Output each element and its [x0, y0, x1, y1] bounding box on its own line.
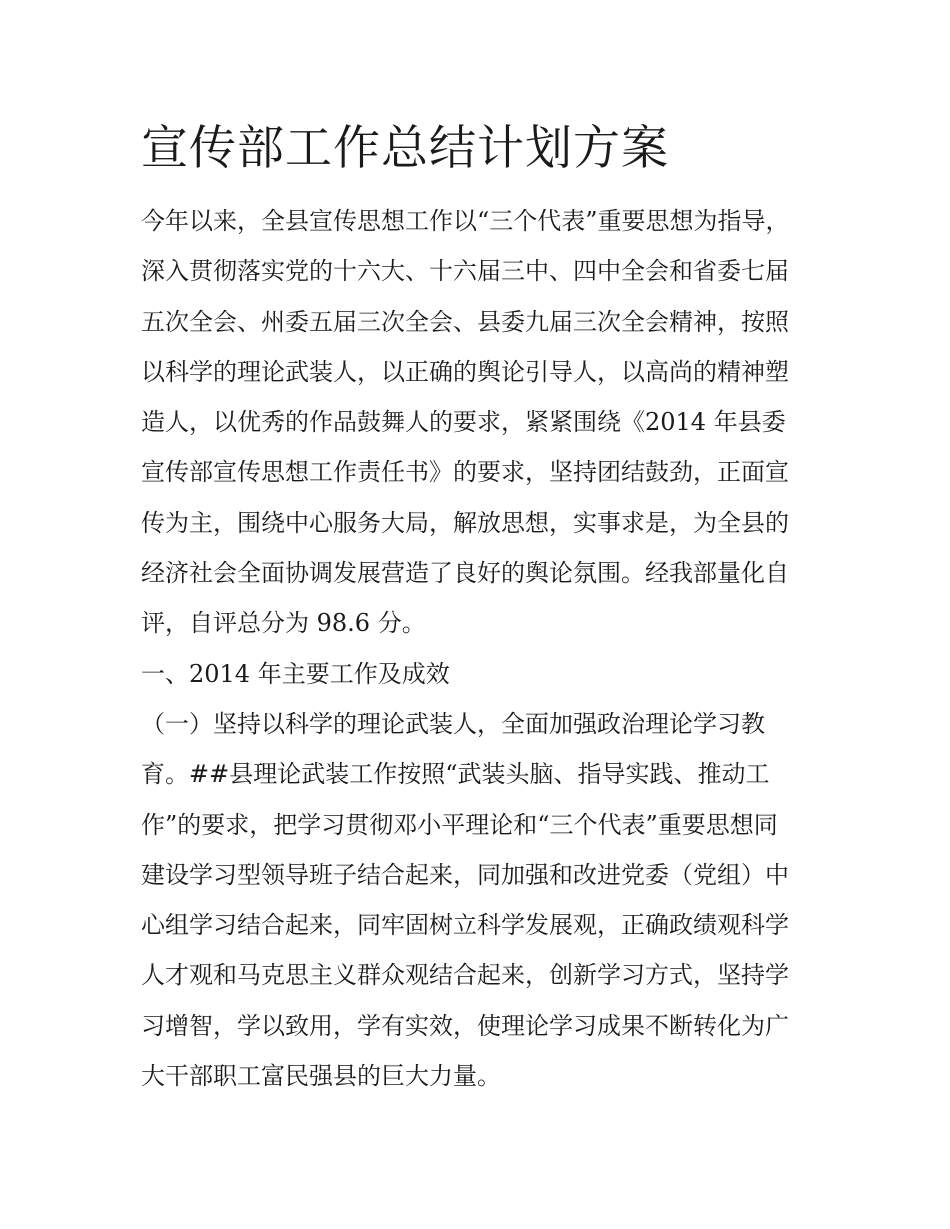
- paragraph-line: 深入贯彻落实党的十六大、十六届三中、四中全会和省委七届: [141, 257, 789, 286]
- paragraph-line: 作”的要求，把学习贯彻邓小平理论和“三个代表”重要思想同: [141, 810, 778, 839]
- paragraph-line: （一）坚持以科学的理论武装人，全面加强政治理论学习教: [141, 709, 765, 738]
- paragraph-line: 以科学的理论武装人，以正确的舆论引导人，以高尚的精神塑: [141, 357, 789, 386]
- paragraph-line: 评，自评总分为 98.6 分。: [141, 609, 426, 638]
- paragraph-line: 习增智，学以致用，学有实效，使理论学习成果不断转化为广: [141, 1011, 789, 1040]
- paragraph-line: 宣传部宣传思想工作责任书》的要求，坚持团结鼓劲，正面宣: [141, 458, 789, 487]
- paragraph-line: 心组学习结合起来，同牢固树立科学发展观，正确政绩观科学: [141, 911, 789, 940]
- paragraph-line: 传为主，围绕中心服务大局，解放思想，实事求是，为全县的: [141, 508, 789, 537]
- paragraph-intro: [141, 196, 821, 649]
- document-body: [141, 112, 821, 1101]
- paragraph-theory-study: [141, 699, 821, 1101]
- paragraph-line: 大干部职工富民强县的巨大力量。: [141, 1062, 501, 1091]
- paragraph-line: 造人，以优秀的作品鼓舞人的要求，紧紧围绕《2014 年县委: [141, 408, 786, 437]
- paragraph-line: 人才观和马克思主义群众观结合起来，创新学习方式，坚持学: [141, 961, 789, 990]
- document-title: 宣传部工作总结计划方案: [141, 121, 669, 176]
- section-heading: [141, 649, 821, 699]
- paragraph-line: 建设学习型领导班子结合起来，同加强和改进党委（党组）中: [141, 860, 789, 889]
- paragraph-line: 五次全会、州委五届三次全会、县委九届三次全会精神，按照: [141, 307, 789, 336]
- paragraph-line: 经济社会全面协调发展营造了良好的舆论氛围。经我部量化自: [141, 559, 789, 588]
- paragraph-line: 育。##县理论武装工作按照“武装头脑、指导实践、推动工: [141, 760, 770, 789]
- section-heading-text: 一、2014 年主要工作及成效: [141, 659, 450, 688]
- paragraph-line: 今年以来，全县宣传思想工作以“三个代表”重要思想为指导，: [141, 207, 790, 235]
